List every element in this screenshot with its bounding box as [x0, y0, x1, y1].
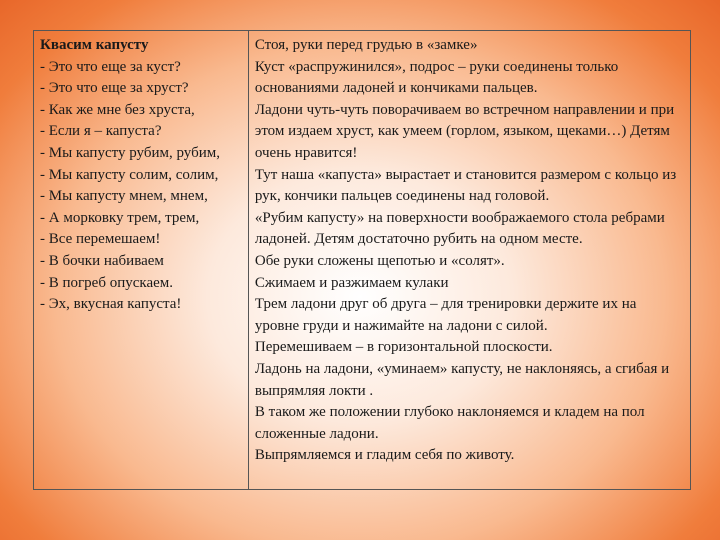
instruction-line: Обе руки сложены щепотью и «солят».: [254, 252, 505, 269]
instruction-line: «Рубим капусту» на поверхности воображаемого стола ребрами ладоней. Детям достаточно рубить на одном месте.: [254, 209, 665, 248]
poem-line: - В бочки набиваем: [40, 252, 164, 269]
instruction-line: В таком же положении глубоко наклоняемся и кладем на пол сложенные ладони.: [254, 404, 645, 442]
instruction-line: Выпрямляемся и гладим себя по животу.: [254, 447, 515, 464]
table-row: [34, 31, 691, 490]
instruction-line: Ладони чуть-чуть поворачиваем во встречном направлении и при этом издаем хруст, как умеем (горлом, языком, щеками…) Детям очень нравится!: [254, 101, 675, 161]
instruction-line: Перемешиваем – в горизонтальной плоскости.: [254, 339, 553, 356]
poem-line: - Мы капусту солим, солим,: [40, 166, 219, 183]
poem-line: - В погреб опускаем.: [40, 274, 174, 291]
instruction-line: Стоя, руки перед грудью в «замке»: [254, 37, 478, 53]
instruction-line: Куст «распружинился», подрос – руки соединены только основаниями ладоней и кончиками пальцев.: [254, 58, 619, 97]
poem-line: - Если я – капуста?: [40, 123, 162, 140]
poem-line: - Как же мне без хруста,: [40, 101, 195, 118]
instructions-cell: [248, 31, 690, 490]
instruction-line: Ладонь на ладони, «уминаем» капусту, не наклоняясь, а сгибая и выпрямляя локти .: [254, 360, 670, 399]
poem-line: - Это что еще за куст?: [40, 58, 181, 75]
poem-line: - Эх, вкусная капуста!: [40, 296, 182, 313]
poem-line: - Это что еще за хруст?: [40, 80, 189, 97]
poem-line: - Мы капусту мнем, мнем,: [40, 188, 208, 205]
poem-line: - Все перемешаем!: [40, 231, 161, 248]
poem-line: - Мы капусту рубим, рубим,: [40, 144, 220, 161]
content-table: [33, 30, 691, 490]
instruction-line: Трем ладони друг об друга – для тренировки держите их на уровне груди и нажимайте на ладони с силой.: [254, 296, 637, 334]
instruction-line: Тут наша «капуста» вырастает и становится размером с кольцо из рук, кончики пальцев соединены над головой.: [254, 166, 677, 205]
poem-cell: [34, 31, 249, 490]
poem-title: Квасим капусту: [40, 37, 149, 53]
poem-line: - А морковку трем, трем,: [40, 209, 200, 226]
instruction-line: Сжимаем и разжимаем кулаки: [254, 274, 449, 291]
